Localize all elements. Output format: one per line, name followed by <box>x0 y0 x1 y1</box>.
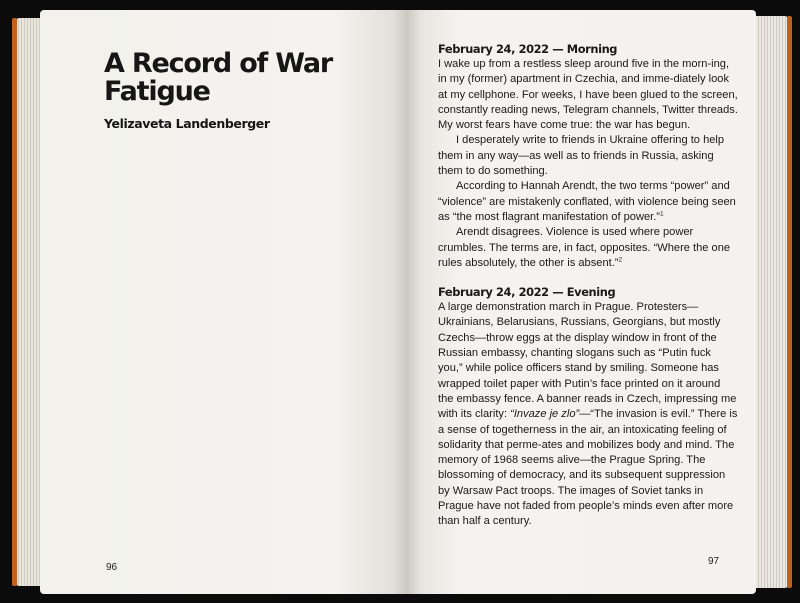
paragraph: I wake up from a restless sleep around five in the morn-ing, in my (former) apartment in Czechia, and imme-diately look at my cellphone. For weeks, I have been glued to the screen, constantly reading news, Telegram channels, Twitter threads. My worst fears have come true: the war has begun. <box>438 58 738 132</box>
paragraph-text: Arendt disagrees. Violence is used where power crumbles. The terms are, in fact, opposites. “Where the one rules absolutely, the other is absent.” <box>438 226 731 269</box>
footnote-marker: 1 <box>659 210 664 218</box>
paragraph: I desperately write to friends in Ukraine offering to help them in any way—as well as to friends in Russia, asking them to do something. <box>438 134 725 178</box>
paragraph-text: According to Hannah Arendt, the two terms “power” and “violence” are mistakenly conflated, with violence being seen as “the most flagrant manifestation of power.” <box>438 180 736 223</box>
chapter-title <box>104 50 394 106</box>
page-edges-right <box>752 16 788 588</box>
paragraph-text: A large demonstration march in Prague. Protesters—Ukrainians, Belarusians, Russians, Georgians, but mostly Czechs—throw eggs at the display window in front of the Russian embassy, chanting slogans such as “Putin fuck you,” while police officers stand by smiling. Someone has wrapped toilet paper with Putin’s face printed on it around the embassy fence. A banner reads in Czech, impressing me with its clarity: <box>438 301 737 421</box>
chapter-title-line-2: Fatigue <box>104 76 210 107</box>
open-book <box>16 10 788 594</box>
page-number-left: 96 <box>106 562 118 573</box>
section-heading-morning: February 24, 2022 — Morning <box>438 42 618 56</box>
paragraph-with-note <box>438 225 738 271</box>
right-page <box>408 10 756 594</box>
author-name: Yelizaveta Landenberger <box>104 116 270 131</box>
body-text <box>438 42 738 530</box>
page-number-right: 97 <box>708 556 720 567</box>
czech-quote: “Invaze je zlo” <box>510 408 580 421</box>
section-heading-evening: February 24, 2022 — Evening <box>438 285 616 300</box>
left-page <box>40 10 408 594</box>
paragraph-with-note <box>438 179 738 225</box>
paragraph-text: —“The invasion is evil.” There is a sense of togetherness in the air, an intoxicating feeling of solidarity that perme-ates and mobilizes body and mind. The memory of 1968 seems alive—the Prague Spring. The blossoming of democracy, and its subsequent suppression by Warsaw Pact troops. The images of Soviet tanks in Prague have not faded from people’s minds even after more than half a century. <box>438 408 738 528</box>
paragraph <box>438 300 738 529</box>
chapter-title-line-1: A Record of War <box>104 48 333 79</box>
footnote-marker: 2 <box>618 256 623 264</box>
